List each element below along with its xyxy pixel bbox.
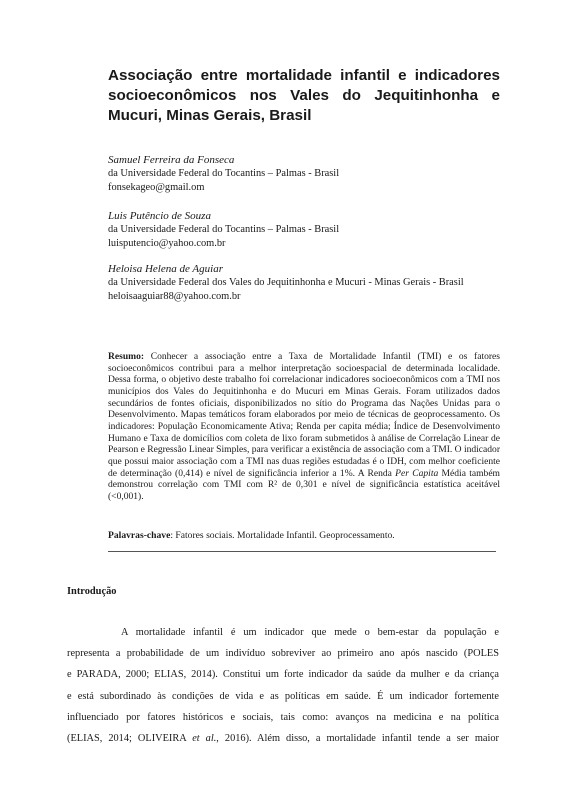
paragraph-line: A mortalidade infantil é um indicador que mede o bem-estar da população e (121, 627, 499, 638)
paragraph-line: influenciado por fatores históricos e sociais, tais como: avanços na medicina e na política (67, 711, 499, 723)
abstract-text: Conhecer a associação entre a Taxa de Mortalidade Infantil (TMI) e os fatores socioeconômicos contribui para a melhor interpretação socioespacial de determinada localidade. Dessa forma, o objetivo deste trabalho foi correlacionar indicadores socioeconômicos com a TMI nos municípios dos Vales do Jequitinhonha e do Mucuri em Minas Gerais. Foram utilizados dados secundários de fontes oficiais, disponibilizados no sítio do Programa das Nações Unidas para o Desenvolvimento. Mapas temáticos foram elaborados por meio de técnicas de geoprocessamento. Os indicadores: População Economicamente Ativa; Renda per capita média; Índice de Desenvolvimento Humano e Taxa de domicílios com coleta de lixo foram submetidos à análise de Correlação Linear de Pearson e Regressão Linear Simples, para verificar a existência de associação com a TMI. O indicador que possui maior associação com a TMI nas duas regiões estudadas é o IDH, com melhor coeficiente de determinação (0,414) e nível de significância inferior a 1%. A Renda (108, 351, 500, 479)
section-heading: Introdução (67, 586, 117, 597)
author-block (108, 263, 518, 303)
author-email: fonsekageo@gmail.om (108, 181, 205, 193)
paragraph-line: e PARADA, 2000; ELIAS, 2014). Constitui um forte indicador da saúde da mulher e da criança (67, 669, 499, 681)
author-affiliation: da Universidade Federal do Tocantins – Palmas - Brasil (108, 224, 340, 236)
abstract-italic-term: Per Capita (395, 467, 439, 479)
keywords-label: Palavras-chave (108, 530, 171, 541)
paragraph-line (67, 728, 499, 749)
author-name: Heloisa Helena de Aguiar (108, 263, 223, 275)
abstract-label: Resumo: (108, 351, 145, 362)
keywords-text: : Fatores sociais. Mortalidade Infantil. Geoprocessamento. (170, 530, 395, 541)
abstract-text-end: Média também demonstrou correlação com TMI com R² de 0,301 e nível de significância estatística aceitável (<0,001). (108, 467, 500, 502)
citation-text: (ELIAS, 2014; OLIVEIRA (67, 733, 193, 745)
intro-paragraph (67, 622, 499, 749)
abstract (108, 351, 500, 503)
author-affiliation: da Universidade Federal dos Vales do Jequitinhonha e Mucuri - Minas Gerais - Brasil (108, 277, 464, 289)
author-block (108, 210, 518, 250)
author-affiliation: da Universidade Federal do Tocantins – Palmas - Brasil (108, 168, 340, 180)
author-email: heloisaaguiar88@yahoo.com.br (108, 290, 241, 302)
article-title: Associação entre mortalidade infantil e indicadores socioeconômicos nos Vales do Jequitinhonha e Mucuri, Minas Gerais, Brasil (108, 67, 500, 124)
author-name: Luis Putêncio de Souza (108, 210, 211, 222)
paragraph-text: , 2016). Além disso, a mortalidade infantil tende a ser maior (216, 733, 499, 745)
author-block (108, 154, 518, 194)
keywords (108, 530, 500, 542)
citation-italic: et al. (192, 733, 217, 745)
divider (108, 551, 496, 552)
author-email: luisputencio@yahoo.com.br (108, 237, 226, 249)
author-name: Samuel Ferreira da Fonseca (108, 154, 235, 166)
paragraph-line: e está subordinado às condições de vida e as políticas em saúde. É um indicador fortemente (67, 690, 499, 702)
paragraph-line: representa a probabilidade de um indivíduo sobreviver ao primeiro ano após nascido (POLES (67, 648, 499, 660)
